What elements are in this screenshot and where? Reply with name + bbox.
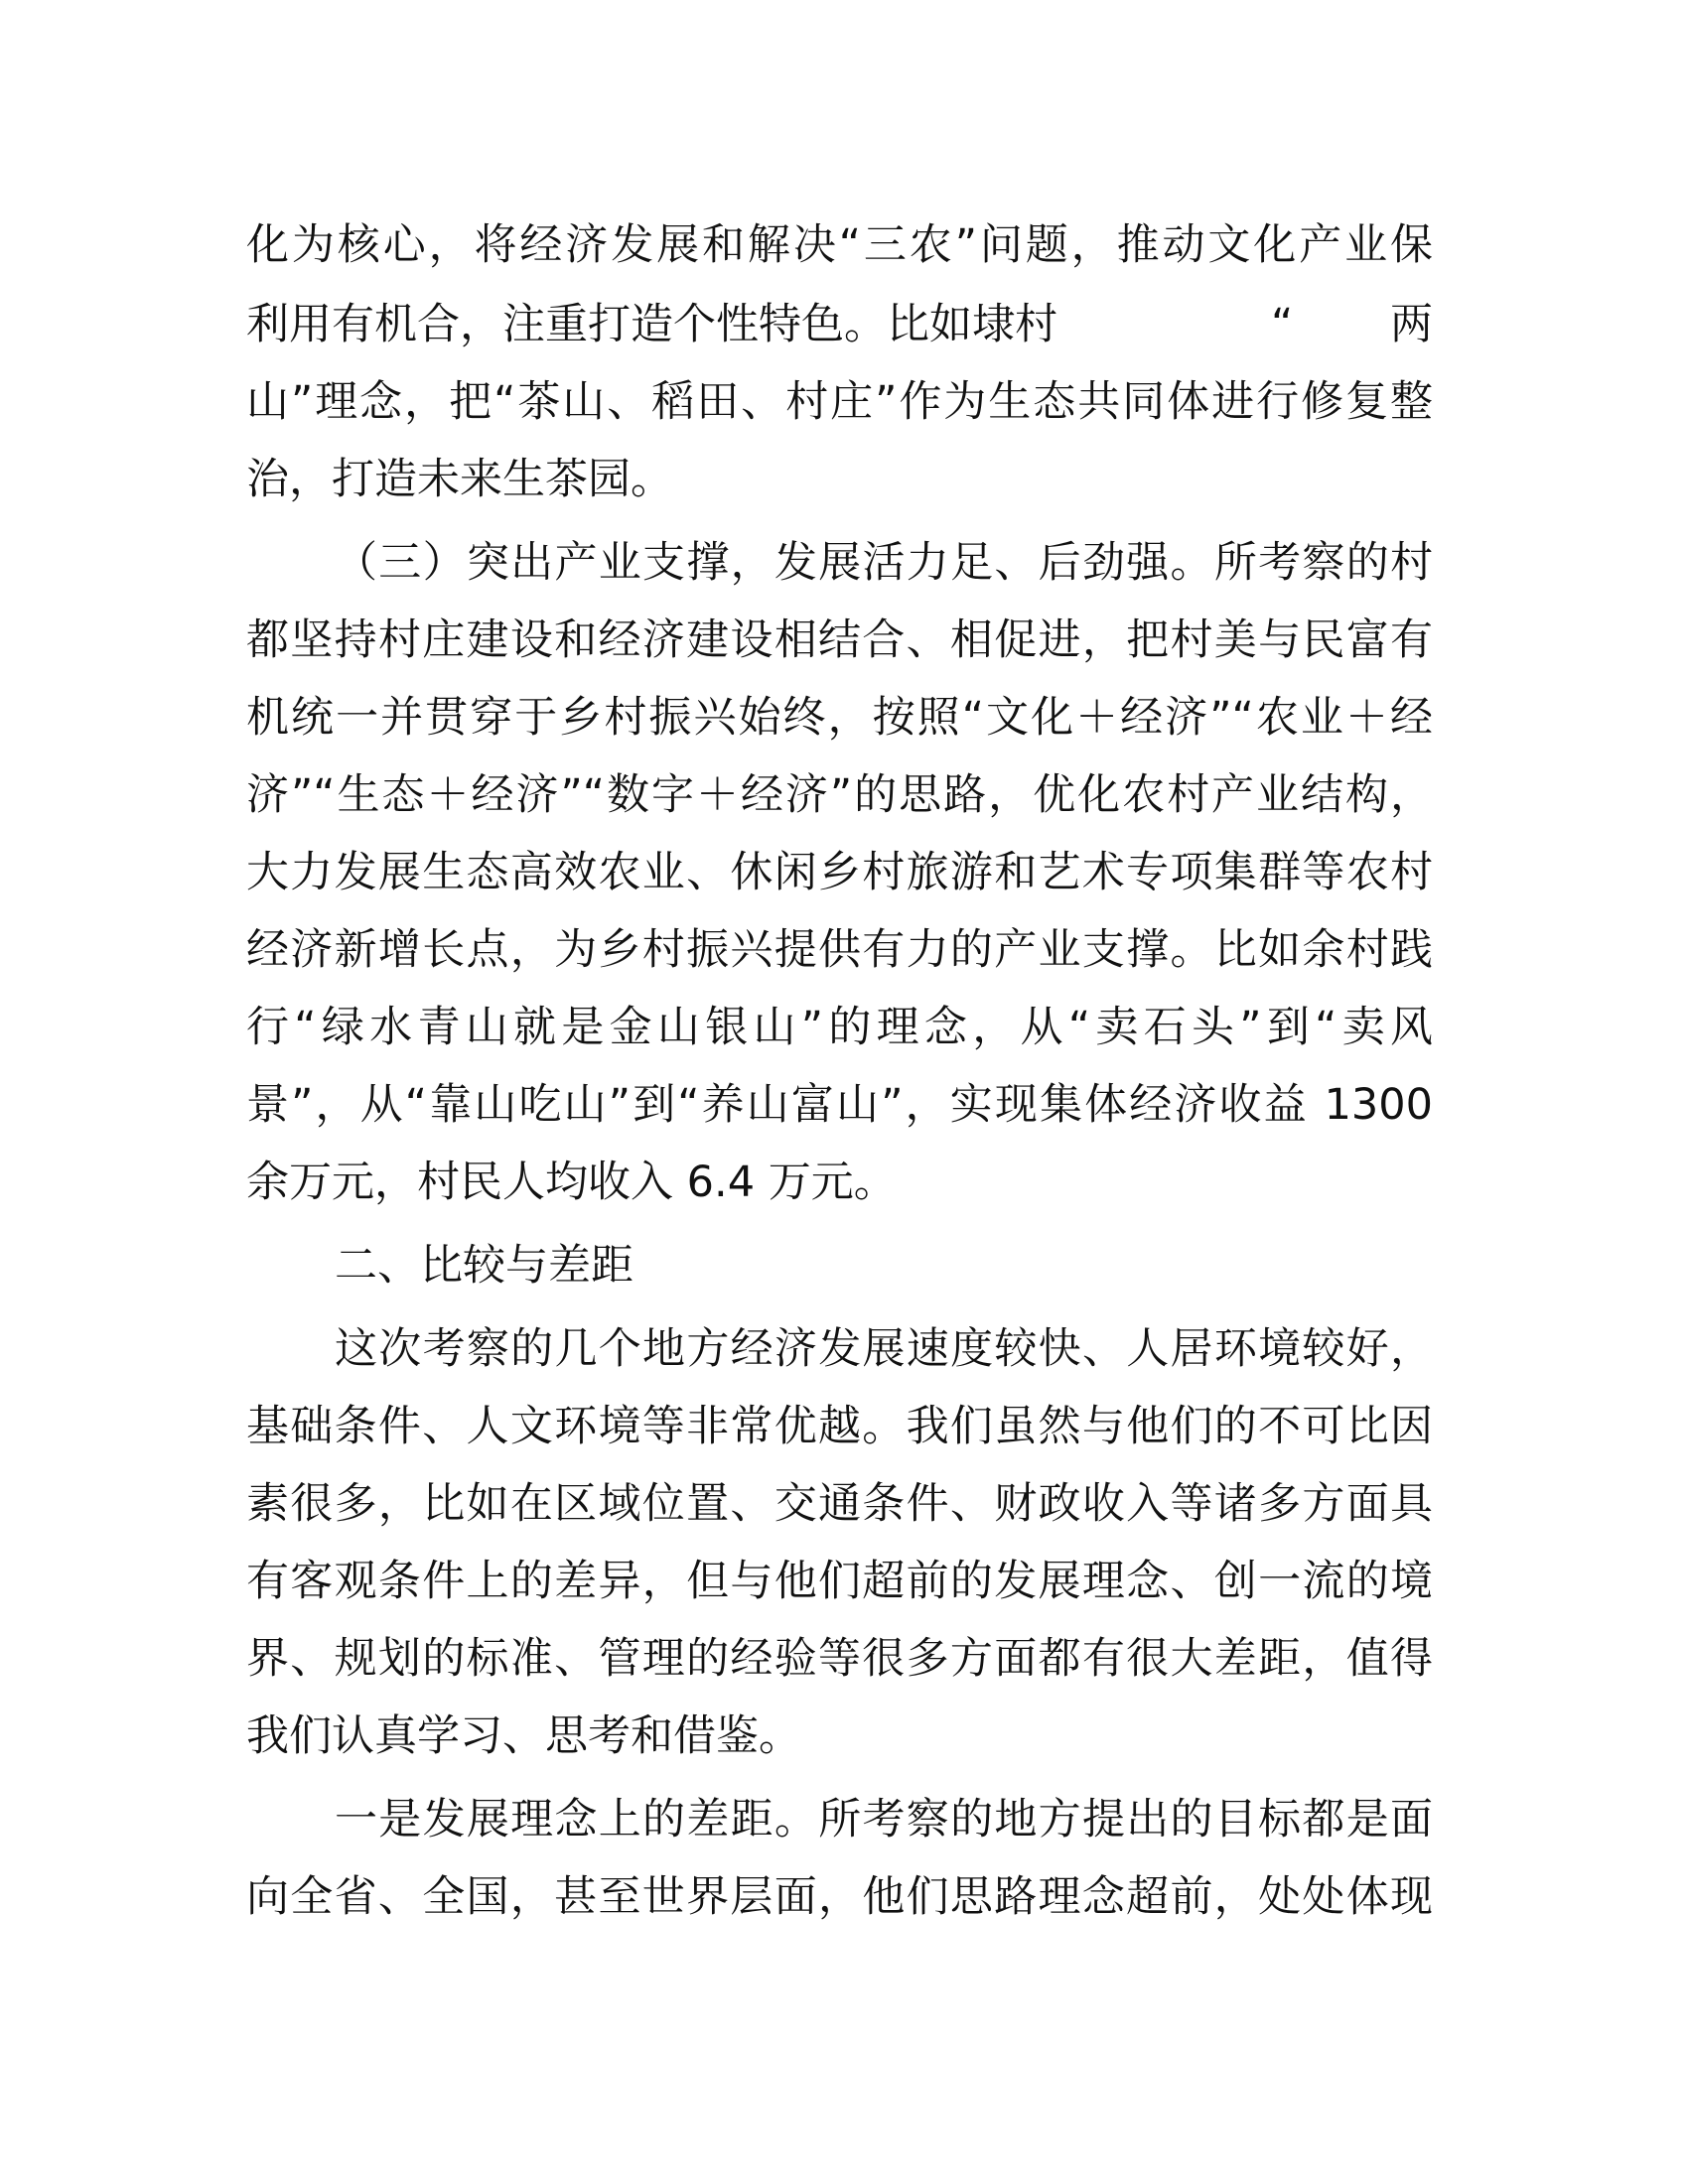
- section-heading-line: （三）突出产业支撑，发展活力足、后劲强。所考察的村: [335, 538, 1433, 588]
- text-line: 利用有机合，注重打造个性特色。比如埭村: [246, 300, 1057, 349]
- text-line: 两: [1390, 300, 1433, 349]
- text-line: 济”“生态＋经济”“数字＋经济”的思路，优化农村产业结构，: [246, 770, 1433, 820]
- text-line: 都坚持村庄建设和经济建设相结合、相促进，把村美与民富有: [246, 615, 1433, 665]
- text-line: 行“绿水青山就是金山银山”的理念，从“卖石头”到“卖风: [246, 1003, 1433, 1052]
- text-line: 一是发展理念上的差距。所考察的地方提出的目标都是面: [335, 1795, 1433, 1844]
- text-line: 化为核心，将经济发展和解决“三农”问题，推动文化产业保: [246, 220, 1433, 270]
- text-line: 这次考察的几个地方经济发展速度较快、人居环境较好，: [335, 1324, 1433, 1374]
- text-line: 我们认真学习、思考和借鉴。: [246, 1711, 801, 1761]
- text-line: 经济新增长点，为乡村振兴提供有力的产业支撑。比如余村践: [246, 925, 1433, 975]
- text-line: 界、规划的标准、管理的经验等很多方面都有很大差距，值得: [246, 1634, 1433, 1684]
- text-line: 余万元，村民人均收入 6.4 万元。: [246, 1158, 897, 1207]
- text-line: 机统一并贯穿于乡村振兴始终，按照“文化＋经济”“农业＋经: [246, 693, 1433, 743]
- text-line: 向全省、全国，甚至世界层面，他们思路理念超前，处处体现: [246, 1872, 1433, 1922]
- text-line: 有客观条件上的差异，但与他们超前的发展理念、创一流的境: [246, 1557, 1433, 1606]
- section-heading: 二、比较与差距: [335, 1241, 633, 1291]
- text-line: 治，打造未来生茶园。: [246, 455, 673, 504]
- text-line: “: [1271, 300, 1294, 349]
- text-line: 山”理念，把“茶山、稻田、村庄”作为生态共同体进行修复整: [246, 377, 1433, 427]
- text-line: 基础条件、人文环境等非常优越。我们虽然与他们的不可比因: [246, 1402, 1433, 1451]
- text-line: 素很多，比如在区域位置、交通条件、财政收入等诸多方面具: [246, 1479, 1433, 1529]
- text-line: 大力发展生态高效农业、休闲乡村旅游和艺术专项集群等农村: [246, 848, 1433, 897]
- text-line: 景”，从“靠山吃山”到“养山富山”，实现集体经济收益 1300: [246, 1080, 1433, 1130]
